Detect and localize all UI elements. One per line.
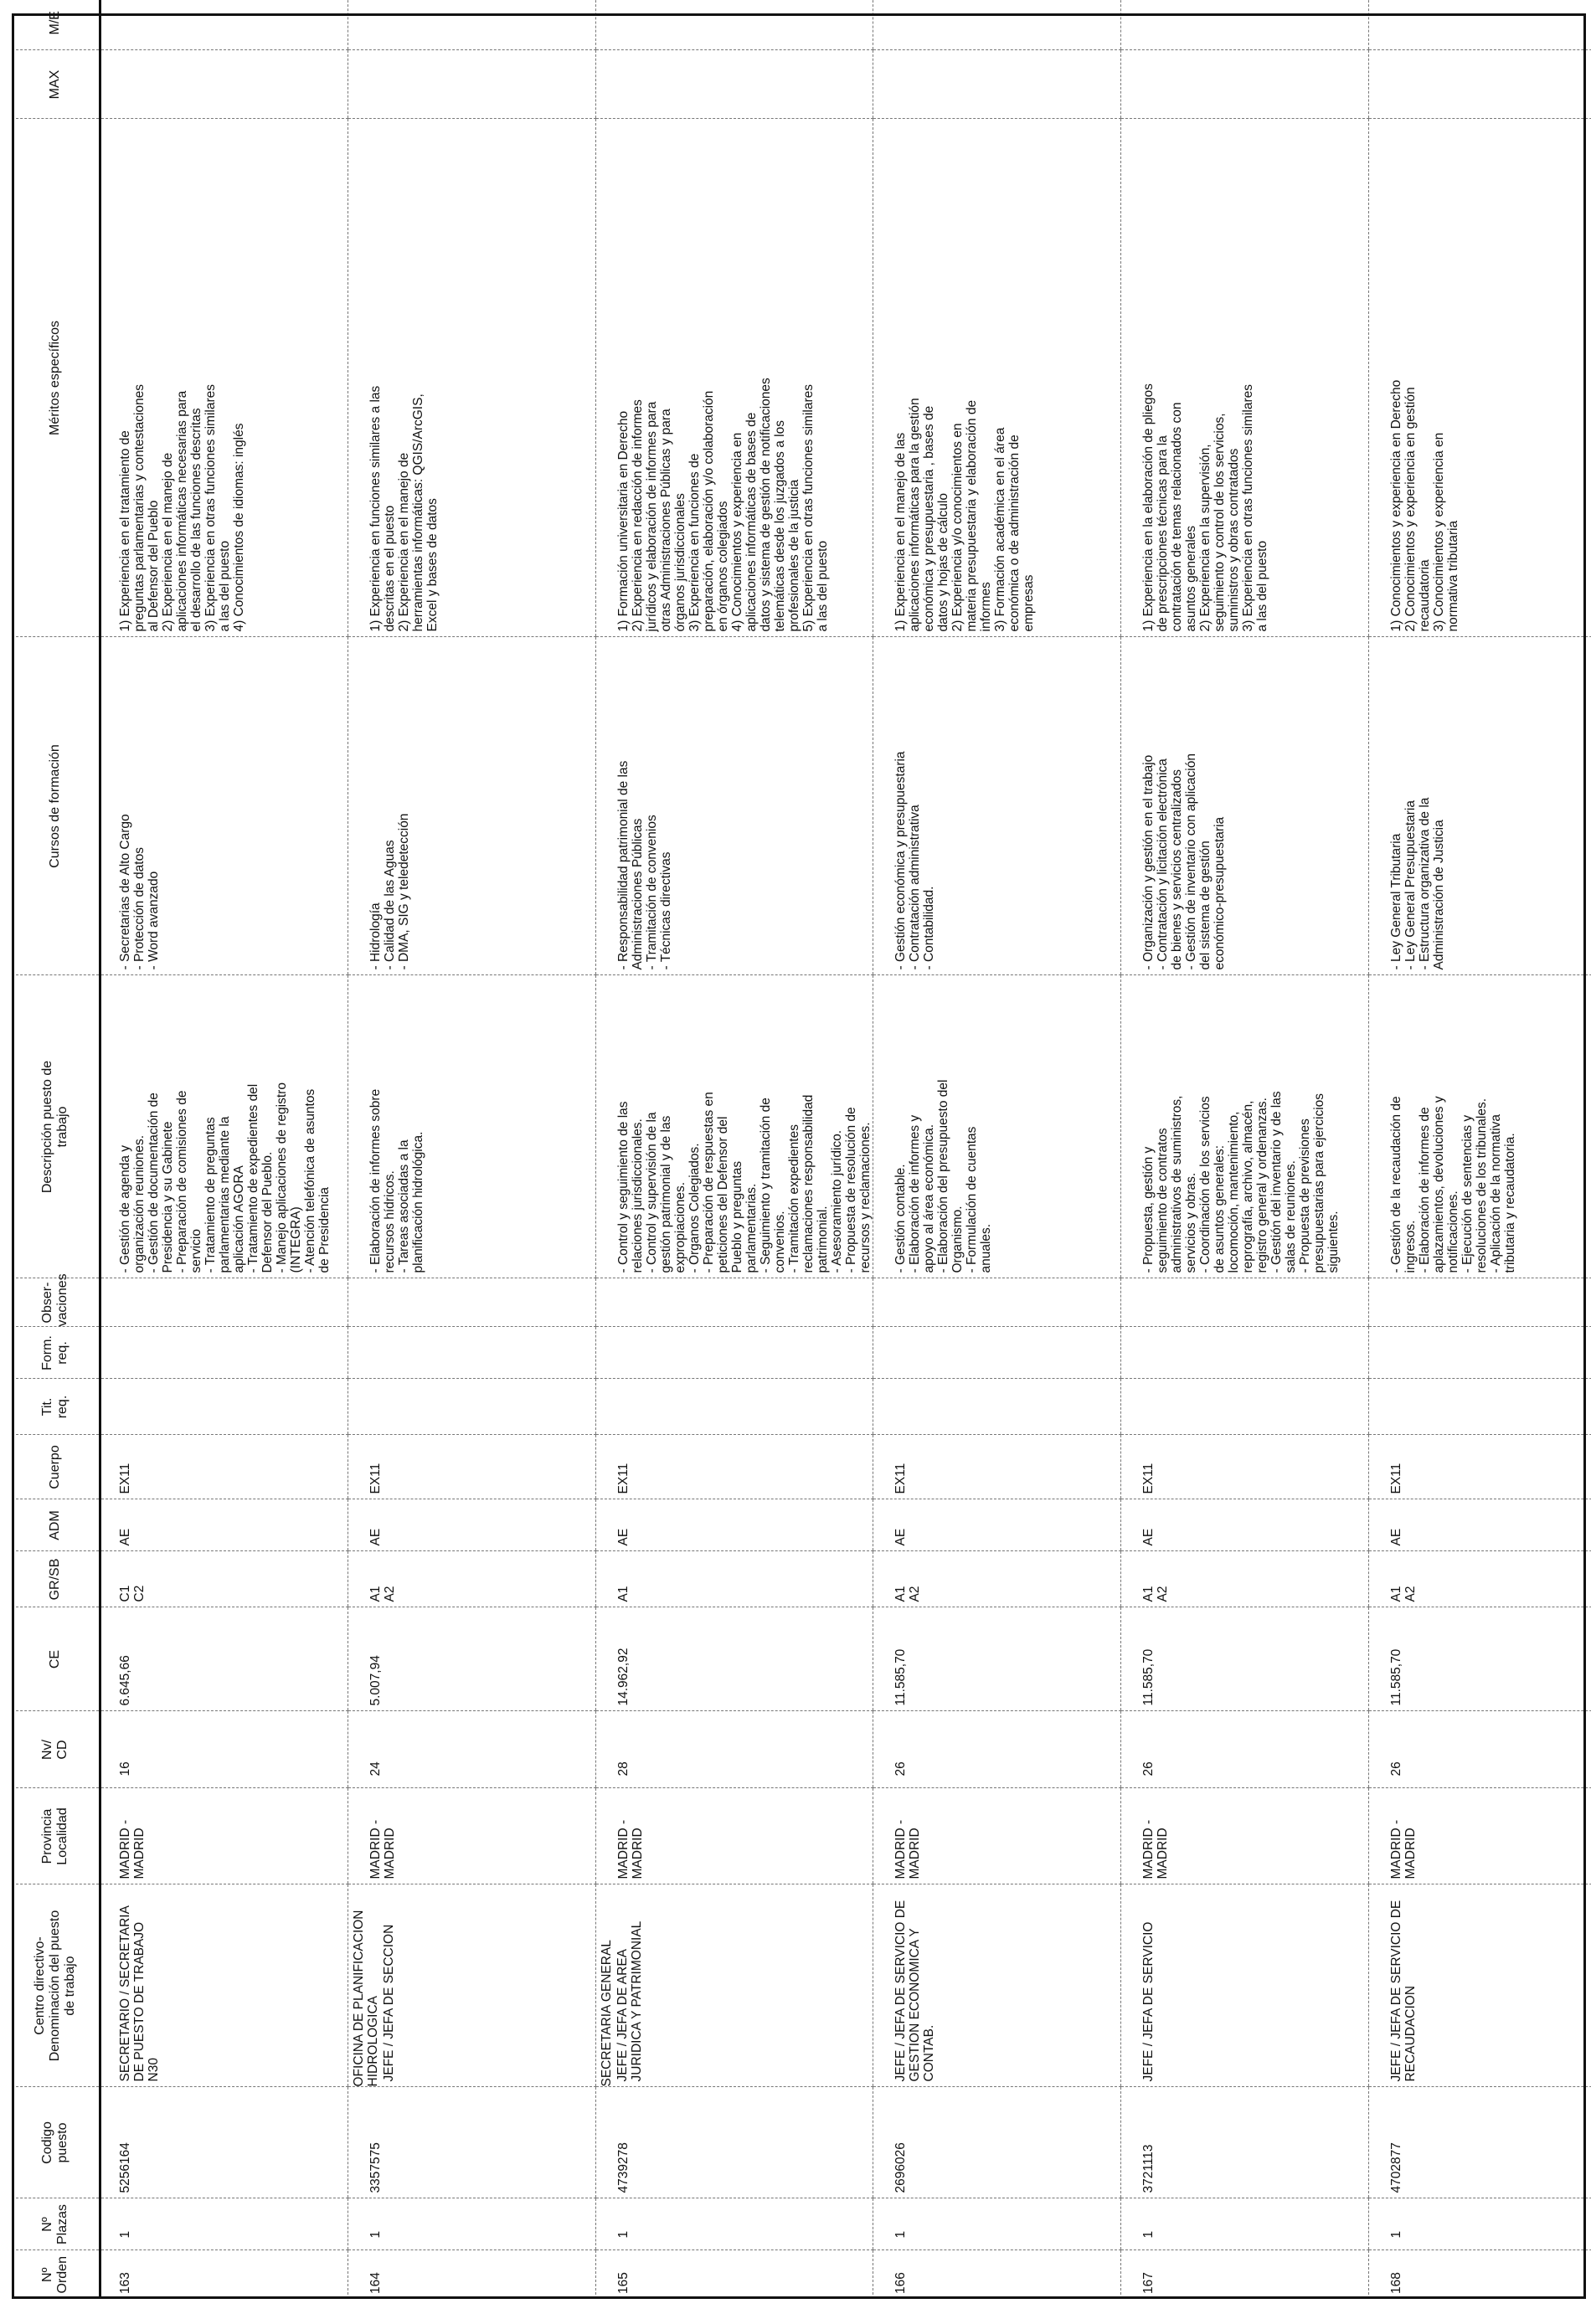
form-cell xyxy=(100,1327,348,1379)
descripcion-cell xyxy=(348,975,596,1278)
centro-text: JEFE / JEFA DE SERVICIO xyxy=(1141,1921,1156,2082)
plazas-text: 1 xyxy=(1141,2230,1156,2239)
me-cell xyxy=(1121,0,1369,50)
cursos-cell xyxy=(1369,637,1591,975)
obs-cell xyxy=(596,1278,873,1327)
centro-directivo-heading: OFICINA DE PLANIFICACION HIDROLOGICA xyxy=(352,1910,380,2087)
plazas-cell xyxy=(596,2198,873,2250)
ce-cell xyxy=(873,1607,1121,1711)
adm-cell xyxy=(1121,1499,1369,1551)
adm-text: AE xyxy=(118,1528,132,1546)
provincia-cell xyxy=(100,1788,348,1884)
nv-cell xyxy=(348,1711,596,1788)
plazas-cell xyxy=(1121,2198,1369,2250)
meritos-cell xyxy=(596,119,873,637)
descripcion-cell xyxy=(1369,975,1591,1278)
descripcion-cell xyxy=(873,975,1121,1278)
orden-text: 165 xyxy=(616,2272,631,2294)
codigo-cell xyxy=(100,2087,348,2198)
cuerpo-cell xyxy=(100,1435,348,1499)
header-me: M/E xyxy=(12,0,100,50)
me-cell xyxy=(100,0,348,50)
cursos-text: - Ley General Tributaria - Ley General Presupuestaria - Estructura organizativa de la Administración de Justicia xyxy=(1389,797,1446,970)
gr-cell xyxy=(1121,1551,1369,1607)
centro-cell xyxy=(1369,1884,1591,2087)
provincia-text: MADRID - MADRID xyxy=(1141,1819,1170,1879)
codigo-text: 4739278 xyxy=(616,2142,631,2193)
me-cell xyxy=(348,0,596,50)
codigo-cell xyxy=(1121,2087,1369,2198)
centro-text: JEFE / JEFA DE SERVICIO DE GESTION ECONOMICA Y CONTAB. xyxy=(893,1900,936,2082)
gr-text: A1 xyxy=(616,1586,631,1602)
cursos-text: - Secretarias de Alto Cargo - Protección de datos - Word avanzado xyxy=(118,814,161,970)
ce-text: 11.585,70 xyxy=(1141,1648,1156,1706)
provincia-cell xyxy=(348,1788,596,1884)
header-cursos: Cursos de formación xyxy=(12,637,100,975)
table-row xyxy=(1121,0,1369,2299)
header-provincia: Provincia Localidad xyxy=(12,1788,100,1884)
orden-text: 168 xyxy=(1389,2272,1403,2294)
max-cell xyxy=(596,50,873,119)
ce-text: 5.007,94 xyxy=(368,1655,383,1706)
descripcion-cell xyxy=(100,975,348,1278)
header-tit: Tit. req. xyxy=(12,1379,100,1435)
header-ce: CE xyxy=(12,1607,100,1711)
positions-table xyxy=(12,0,1591,2299)
centro-cell xyxy=(348,1884,596,2087)
descripcion-text: - Control y seguimiento de las relaciones jurisdiccionales. - Control y supervisión de la gestión patrimonial y de las expropiaciones. - Órganos Colegiados. - Preparación de respuestas en peticiones del Defensor del Pueblo y preguntas parlamentarias. - Seguimiento y tramitación de convenios. - Tramitación expedientes reclamaciones responsabilidad patrimonial. - Asesoramiento jurídico. - Propuesta de resolución de recursos y reclamaciones. xyxy=(616,1092,873,1273)
codigo-text: 4702877 xyxy=(1389,2142,1403,2193)
max-cell xyxy=(100,50,348,119)
form-cell xyxy=(596,1327,873,1379)
header-descripcion: Descripción puesto de trabajo xyxy=(12,975,100,1278)
ce-text: 11.585,70 xyxy=(1389,1648,1403,1706)
gr-cell xyxy=(348,1551,596,1607)
gr-cell xyxy=(873,1551,1121,1607)
meritos-text: 1) Experiencia en el tratamiento de preguntas parlamentarias y contestaciones al Defensor del Pueblo 2) Experiencia en el manejo de aplicaciones informáticas necesarias para el desarrollo de las funciones descritas 3) Experiencia en otras funciones similares a las del puesto 4) Conocimientos de idiomas: inglés xyxy=(118,383,246,632)
plazas-cell xyxy=(873,2198,1121,2250)
centro-cell xyxy=(100,1884,348,2087)
form-cell xyxy=(348,1327,596,1379)
header-gr: GR/SB xyxy=(12,1551,100,1607)
table-row xyxy=(348,0,596,2299)
orden-cell xyxy=(100,2250,348,2299)
cuerpo-text: EX11 xyxy=(118,1463,132,1494)
descripcion-cell xyxy=(596,975,873,1278)
gr-text: A1 A2 xyxy=(1389,1586,1418,1602)
nv-cell xyxy=(1369,1711,1591,1788)
tit-cell xyxy=(1121,1379,1369,1435)
provincia-cell xyxy=(1369,1788,1591,1884)
centro-cell xyxy=(1121,1884,1369,2087)
centro-text: JEFE / JEFA DE SECCION xyxy=(382,1924,396,2082)
form-cell xyxy=(1121,1327,1369,1379)
provincia-cell xyxy=(596,1788,873,1884)
provincia-cell xyxy=(1121,1788,1369,1884)
plazas-text: 1 xyxy=(118,2230,132,2239)
adm-cell xyxy=(348,1499,596,1551)
orden-text: 163 xyxy=(118,2272,132,2294)
plazas-cell xyxy=(100,2198,348,2250)
cursos-text: - Gestión económica y presupuestaria - Contratación administrativa - Contabilidad. xyxy=(893,751,936,970)
nv-text: 26 xyxy=(1141,1761,1156,1776)
orden-text: 167 xyxy=(1141,2272,1156,2294)
descripcion-text: - Elaboración de informes sobre recursos hídricos. - Tareas asociadas a la planificación hidrológica. xyxy=(368,1088,425,1273)
nv-cell xyxy=(596,1711,873,1788)
cuerpo-cell xyxy=(596,1435,873,1499)
nv-text: 26 xyxy=(893,1761,908,1776)
obs-cell xyxy=(1369,1278,1591,1327)
orden-cell xyxy=(596,2250,873,2299)
cuerpo-cell xyxy=(873,1435,1121,1499)
meritos-cell xyxy=(873,119,1121,637)
tit-cell xyxy=(100,1379,348,1435)
orden-cell xyxy=(1369,2250,1591,2299)
orden-cell xyxy=(1121,2250,1369,2299)
orden-text: 164 xyxy=(368,2272,383,2294)
ce-cell xyxy=(1369,1607,1591,1711)
meritos-cell xyxy=(348,119,596,637)
nv-cell xyxy=(100,1711,348,1788)
gr-text: C1 C2 xyxy=(118,1585,147,1602)
adm-text: AE xyxy=(1141,1528,1156,1546)
adm-cell xyxy=(873,1499,1121,1551)
plazas-text: 1 xyxy=(893,2230,908,2239)
cuerpo-text: EX11 xyxy=(1141,1463,1156,1494)
centro-directivo-heading: SECRETARIA GENERAL xyxy=(600,1940,614,2087)
provincia-text: MADRID - MADRID xyxy=(616,1819,645,1879)
plazas-cell xyxy=(348,2198,596,2250)
ce-cell xyxy=(1121,1607,1369,1711)
cursos-text: - Organización y gestión en el trabajo - Contratación y licitación electrónica de bienes y servicios centralizados - Gestión de inventario con aplicación del sistema de gestión económico-presupuestaria xyxy=(1141,753,1227,970)
header-codigo: Codigo puesto xyxy=(12,2087,100,2198)
gr-cell xyxy=(596,1551,873,1607)
cuerpo-cell xyxy=(348,1435,596,1499)
meritos-text: 1) Experiencia en funciones similares a las descritas en el puesto 2) Experiencia en el manejo de herramientas informáticas: QGIS/ArcGIS, Excel y bases de datos xyxy=(368,385,440,632)
adm-text: AE xyxy=(1389,1528,1403,1546)
adm-text: AE xyxy=(616,1528,631,1546)
ce-text: 6.645,66 xyxy=(118,1655,132,1706)
nv-cell xyxy=(1121,1711,1369,1788)
nv-text: 28 xyxy=(616,1761,631,1776)
ce-text: 11.585,70 xyxy=(893,1648,908,1706)
centro-text: JEFE / JEFA DE SERVICIO DE RECAUDACION xyxy=(1389,1900,1418,2082)
descripcion-text: - Gestión contable. - Elaboración de informes y apoyo al área económica. - Elaboración del presupuesto del Organismo. - Formulación de cuentas anuales. xyxy=(893,1079,993,1273)
max-cell xyxy=(873,50,1121,119)
me-cell xyxy=(1369,0,1591,50)
adm-cell xyxy=(596,1499,873,1551)
cuerpo-text: EX11 xyxy=(1389,1463,1403,1494)
codigo-text: 2696026 xyxy=(893,2142,908,2193)
cursos-cell xyxy=(596,637,873,975)
meritos-cell xyxy=(100,119,348,637)
gr-text: A1 A2 xyxy=(368,1586,397,1602)
header-nv: Nv/ CD xyxy=(12,1711,100,1788)
codigo-text: 3721113 xyxy=(1141,2144,1156,2193)
ce-cell xyxy=(100,1607,348,1711)
ce-cell xyxy=(348,1607,596,1711)
form-cell xyxy=(873,1327,1121,1379)
cursos-cell xyxy=(1121,637,1369,975)
codigo-cell xyxy=(596,2087,873,2198)
ce-cell xyxy=(596,1607,873,1711)
orden-cell xyxy=(348,2250,596,2299)
cursos-cell xyxy=(348,637,596,975)
plazas-text: 1 xyxy=(368,2230,383,2239)
header-max: MAX xyxy=(12,50,100,119)
codigo-text: 3357575 xyxy=(368,2142,383,2193)
table-row xyxy=(596,0,873,2299)
meritos-cell xyxy=(1121,119,1369,637)
nv-text: 24 xyxy=(368,1761,383,1776)
plazas-text: 1 xyxy=(1389,2230,1403,2239)
cursos-cell xyxy=(873,637,1121,975)
meritos-text: 1) Conocimientos y experiencia en Derecho 2) Conocimientos y experiencia en gestión recaudatoria 3) Conocimientos y experiencia en normativa tributaria xyxy=(1389,379,1460,632)
descripcion-cell xyxy=(1121,975,1369,1278)
meritos-text: 1) Experiencia en la elaboración de pliegos de prescripciones técnicas para la contratación de temas relacionados con asuntos generales 2) Experiencia en la supervisión, seguimiento y control de los servicios, suministros y obras contratados 3) Experiencia en otras funciones similares a las del puesto xyxy=(1141,383,1269,632)
descripcion-text: - Propuesta, gestión y seguimiento de contratos administrativos de suministros, servicios y obras. - Coordinación de los servicios de asuntos generales: locomoción, mantenimiento, reprografía, archivo, almacén, registro general y ordenanzas. - Gestión del inventario y de las salas de reuniones. - Propuesta de previsiones presupuestarias para ejercicios siguientes. xyxy=(1141,1091,1341,1273)
centro-cell xyxy=(873,1884,1121,2087)
descripcion-text: - Gestión de la recaudación de ingresos. - Elaboración de informes de aplazamientos, devoluciones y notificaciones. - Ejecución de sentencias y resoluciones de los tribunales. - Aplicación de la normativa tributaria y recaudatoria. xyxy=(1389,1096,1517,1273)
obs-cell xyxy=(100,1278,348,1327)
header-obs: Obser- vaciones xyxy=(12,1278,100,1327)
header-adm: ADM xyxy=(12,1499,100,1551)
nv-text: 16 xyxy=(118,1761,132,1776)
provincia-text: MADRID - MADRID xyxy=(893,1819,922,1879)
cursos-text: - Responsabilidad patrimonial de las Administraciones Públicas - Tramitación de convenios - Técnicas directivas xyxy=(616,760,673,970)
header-cuerpo: Cuerpo xyxy=(12,1435,100,1499)
cuerpo-cell xyxy=(1369,1435,1591,1499)
cursos-cell xyxy=(100,637,348,975)
tit-cell xyxy=(873,1379,1121,1435)
gr-text: A1 A2 xyxy=(893,1586,922,1602)
table-row xyxy=(1369,0,1591,2299)
header-centro: Centro directivo- Denominación del puesto de trabajo xyxy=(12,1884,100,2087)
orden-cell xyxy=(873,2250,1121,2299)
meritos-text: 1) Experiencia en el manejo de las aplicaciones informáticas para la gestión económica y presupuestaria , bases de datos y hojas de cálculo 2) Experiencia y/o conocimientos en materia presupuestaria y elaboración de informes 3) Formación académica en el área económica o de administración de empresas xyxy=(893,398,1036,632)
nv-text: 26 xyxy=(1389,1761,1403,1776)
adm-text: AE xyxy=(893,1528,908,1546)
max-cell xyxy=(348,50,596,119)
orden-text: 166 xyxy=(893,2272,908,2294)
centro-text: SECRETARIO / SECRETARIA DE PUESTO DE TRABAJO N30 xyxy=(118,1905,161,2082)
me-cell xyxy=(873,0,1121,50)
provincia-cell xyxy=(873,1788,1121,1884)
cursos-text: - Hidrología - Calidad de las Aguas - DMA, SIG y teledetección xyxy=(368,813,411,970)
cuerpo-text: EX11 xyxy=(616,1463,631,1494)
tit-cell xyxy=(1369,1379,1591,1435)
codigo-text: 5256164 xyxy=(118,2142,132,2193)
provincia-text: MADRID - MADRID xyxy=(368,1819,397,1879)
cuerpo-text: EX11 xyxy=(893,1463,908,1494)
header-row xyxy=(12,0,100,2299)
descripcion-text: - Gestión de agenda y organización reuniones. - Gestión de documentación de Presidencia y su Gabinete - Preparación de comisiones de servicio - Tratamiento de preguntas parlamentarias mediante la aplicación AGORA - Tratamiento de expedientes del Defensor del Pueblo. - Manejo aplicaciones de registro (INTEGRA) - Atención telefónica de asuntos de Presidencia xyxy=(118,1082,332,1273)
cuerpo-text: EX11 xyxy=(368,1463,383,1494)
ce-text: 14.962,92 xyxy=(616,1648,631,1706)
me-cell xyxy=(596,0,873,50)
cuerpo-cell xyxy=(1121,1435,1369,1499)
obs-cell xyxy=(1121,1278,1369,1327)
max-cell xyxy=(1369,50,1591,119)
meritos-text: 1) Formación universitaria en Derecho 2) Experiencia en redacción de informes jurídicos y elaboración de informes para otras Administraciones Públicas y para órganos jurisdiccionales 3) Experiencia en funciones de preparación, elaboración y/o colaboración en órganos colegiados 4) Conocimientos y experiencia en aplicaciones informáticas de bases de datos y sistema de gestión de notificaciones telemáticas desde los juzgados a los profesionales de la justicia 5) Experiencia en otras funciones similares a las del puesto xyxy=(616,378,830,632)
provincia-text: MADRID - MADRID xyxy=(1389,1819,1418,1879)
gr-cell xyxy=(100,1551,348,1607)
provincia-text: MADRID - MADRID xyxy=(118,1819,147,1879)
centro-cell xyxy=(596,1884,873,2087)
plazas-text: 1 xyxy=(616,2230,631,2239)
header-plazas: Nº Plazas xyxy=(12,2198,100,2250)
tit-cell xyxy=(348,1379,596,1435)
codigo-cell xyxy=(348,2087,596,2198)
nv-cell xyxy=(873,1711,1121,1788)
form-cell xyxy=(1369,1327,1591,1379)
obs-cell xyxy=(348,1278,596,1327)
centro-text: JEFE / JEFA DE AREA JURIDICA Y PATRIMONIAL xyxy=(615,1920,644,2082)
table-row xyxy=(100,0,348,2299)
header-form: Form. req. xyxy=(12,1327,100,1379)
max-cell xyxy=(1121,50,1369,119)
plazas-cell xyxy=(1369,2198,1591,2250)
table-row xyxy=(873,0,1121,2299)
meritos-cell xyxy=(1369,119,1591,637)
obs-cell xyxy=(873,1278,1121,1327)
header-meritos: Méritos específicos xyxy=(12,119,100,637)
adm-cell xyxy=(100,1499,348,1551)
gr-cell xyxy=(1369,1551,1591,1607)
codigo-cell xyxy=(873,2087,1121,2198)
header-orden: Nº Orden xyxy=(12,2250,100,2299)
adm-text: AE xyxy=(368,1528,383,1546)
codigo-cell xyxy=(1369,2087,1591,2198)
adm-cell xyxy=(1369,1499,1591,1551)
gr-text: A1 A2 xyxy=(1141,1586,1170,1602)
tit-cell xyxy=(596,1379,873,1435)
